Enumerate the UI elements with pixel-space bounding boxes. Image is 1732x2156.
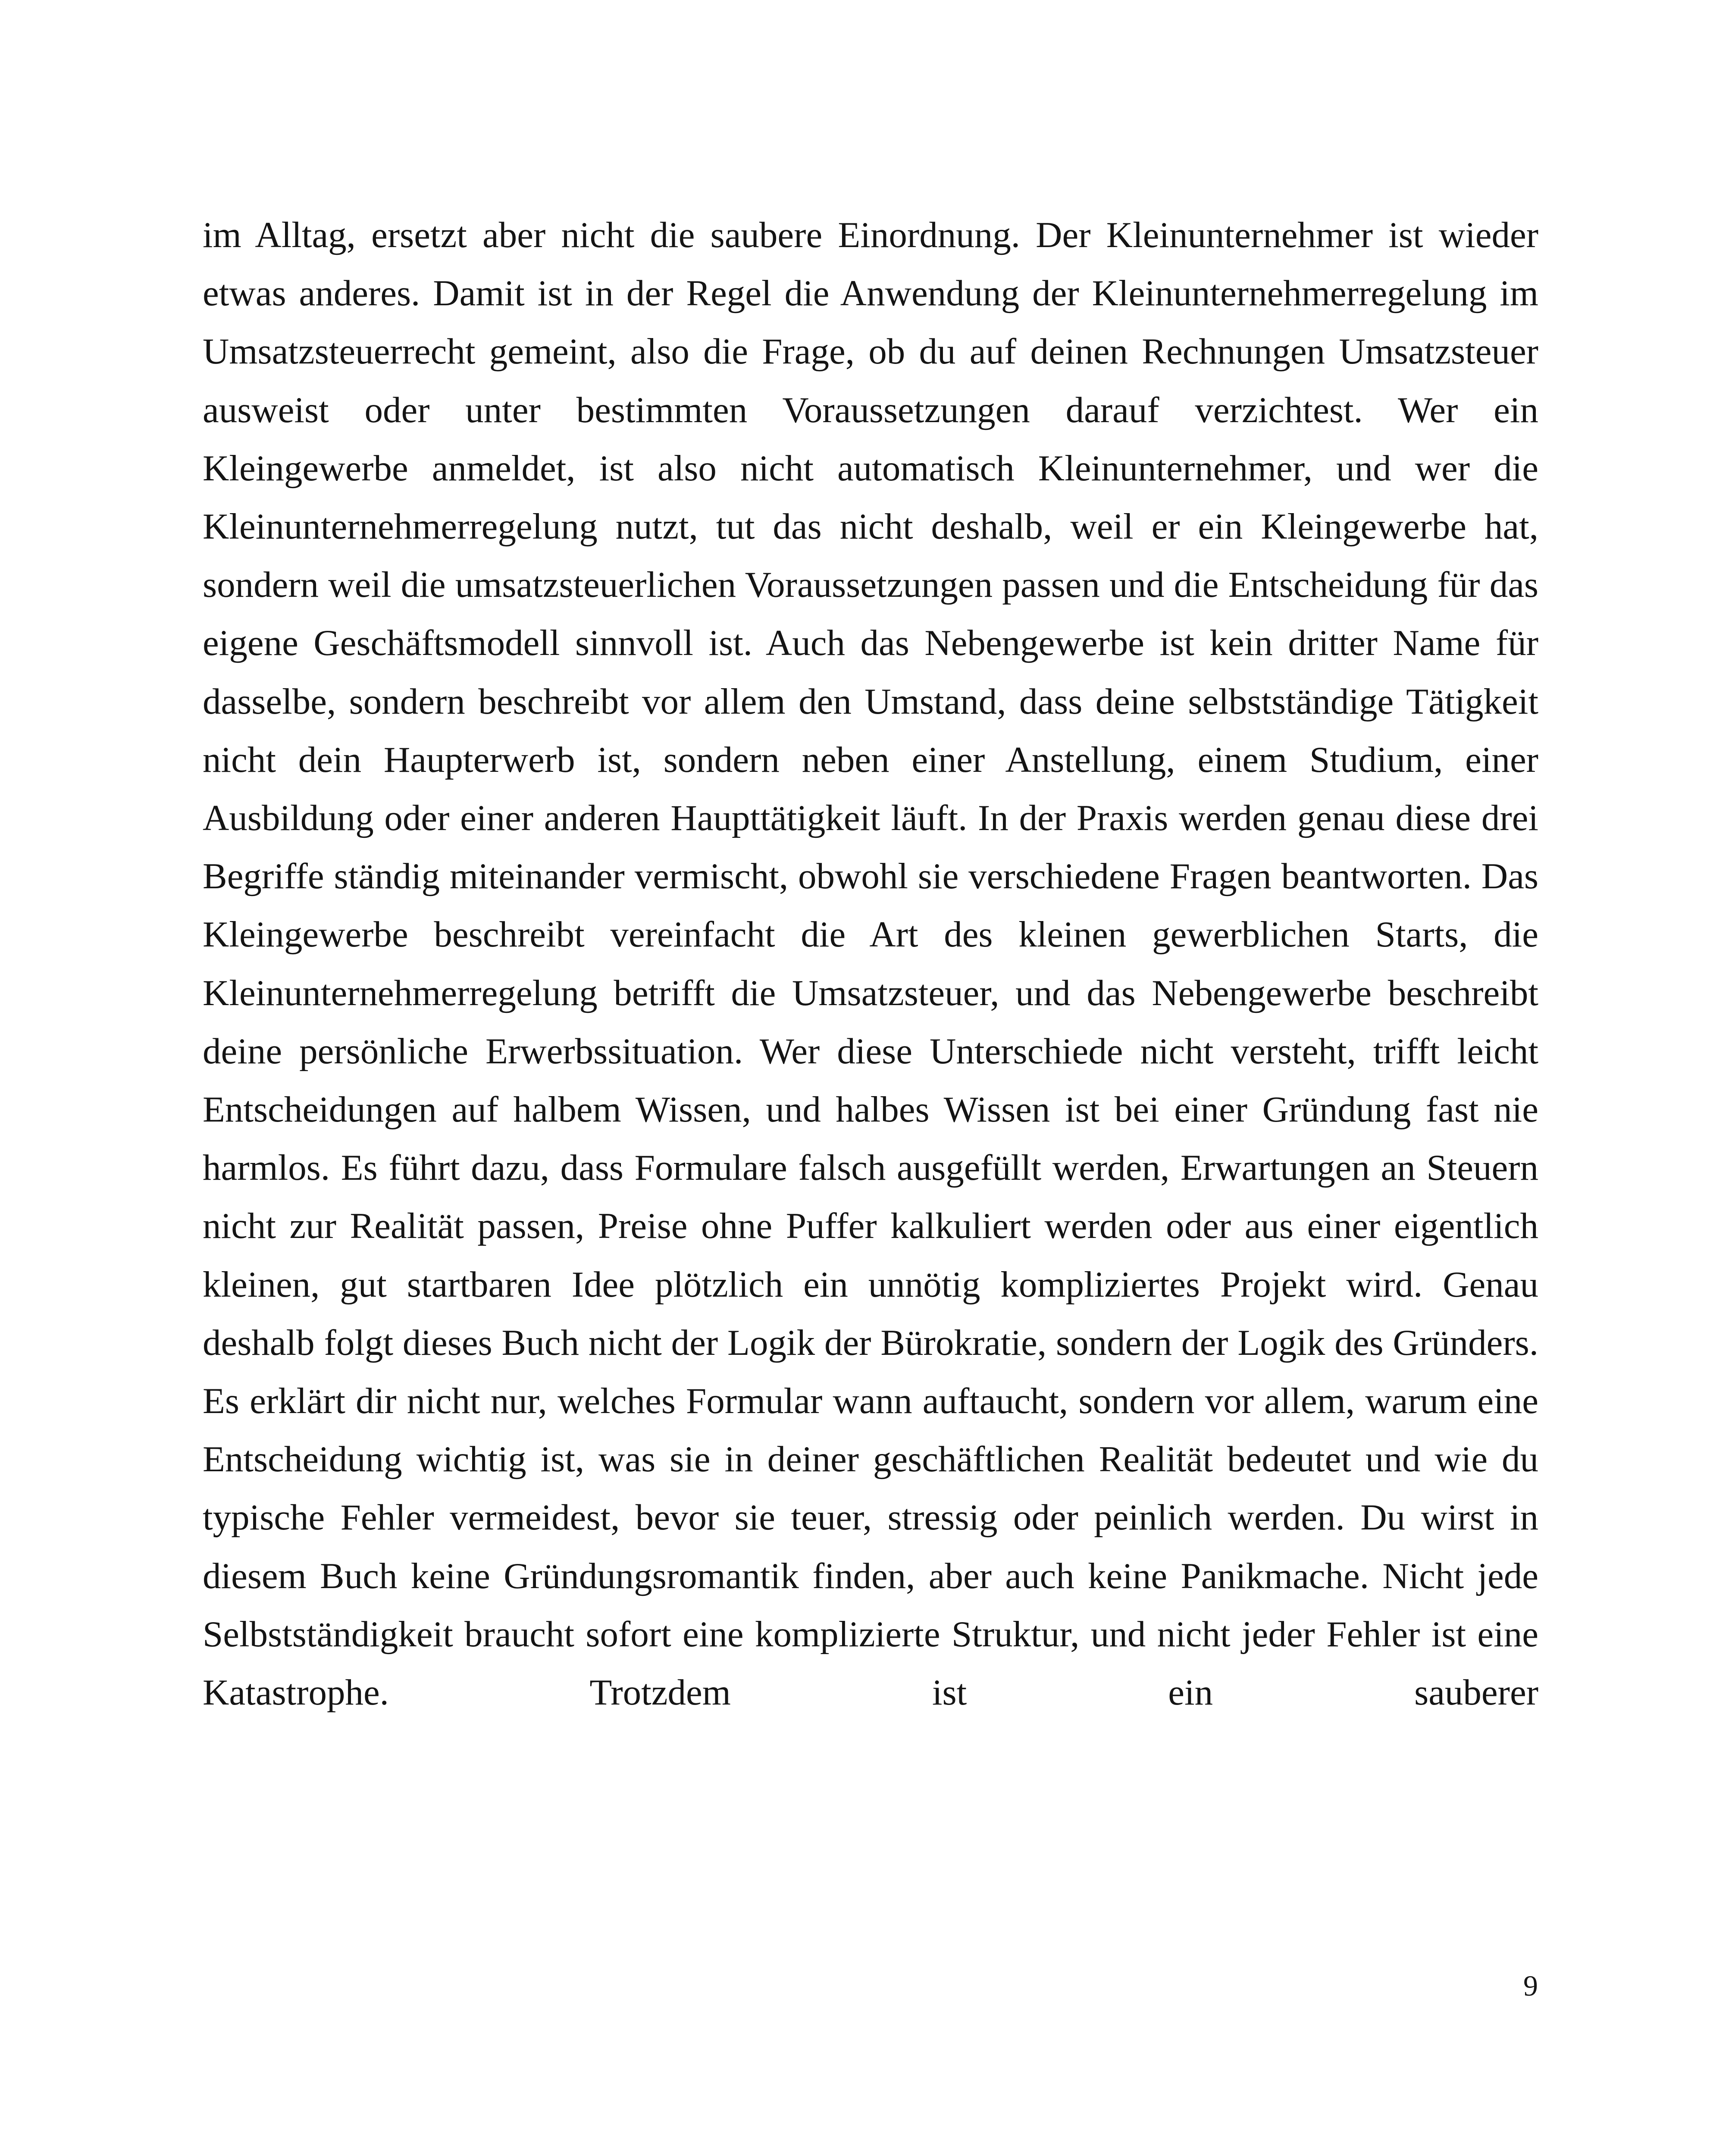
body-paragraph: im Alltag, ersetzt aber nicht die saubere Einordnung. Der Kleinunternehmer ist wieder etwas anderes. Damit ist in der Regel die Anwendung der Kleinunternehmerregelung im Umsatzsteuerrecht gemeint, also die Frage, ob du auf deinen Rechnungen Umsatzsteuer ausweist oder unter bestimmten Voraussetzungen darauf verzichtest. Wer ein Kleingewerbe anmeldet, ist also nicht automatisch Kleinunternehmer, und wer die Kleinunternehmerregelung nutzt, tut das nicht deshalb, weil er ein Kleingewerbe hat, sondern weil die umsatzsteuerlichen Voraussetzungen passen und die Entscheidung für das eigene Geschäftsmodell sinnvoll ist. Auch das Nebengewerbe ist kein dritter Name für dasselbe, sondern beschreibt vor allem den Umstand, dass deine selbstständige Tätigkeit nicht dein Haupterwerb ist, sondern neben einer Anstellung, einem Studium, einer Ausbildung oder einer anderen Haupttätigkeit läuft. In der Praxis werden genau diese drei Begriffe ständig miteinander vermischt, obwohl sie verschiedene Fragen beantworten. Das Kleingewerbe beschreibt vereinfacht die Art des kleinen gewerblichen Starts, die Kleinunternehmerregelung betrifft die Umsatzsteuer, und das Nebengewerbe beschreibt deine persönliche Erwerbssituation. Wer diese Unterschiede nicht versteht, trifft leicht Entscheidungen auf halbem Wissen, und halbes Wissen ist bei einer Gründung fast nie harmlos. Es führt dazu, dass Formulare falsch ausgefüllt werden, Erwartungen an Steuern nicht zur Realität passen, Preise ohne Puffer kalkuliert werden oder aus einer eigentlich kleinen, gut startbaren Idee plötzlich ein unnötig kompliziertes Projekt wird. Genau deshalb folgt dieses Buch nicht der Logik der Bürokratie, sondern der Logik des Gründers. Es erklärt dir nicht nur, welches Formular wann auftaucht, sondern vor allem, warum eine Entscheidung wichtig ist, was sie in deiner geschäftlichen Realität bedeutet und wie du typische Fehler vermeidest, bevor sie teuer, stressig oder peinlich werden. Du wirst in diesem Buch keine Gründungsromantik finden, aber auch keine Panikmache. Nicht jede Selbstständigkeit braucht sofort eine komplizierte Struktur, und nicht jeder Fehler ist eine Katastrophe. Trotzdem ist ein sauberer [203, 215, 1538, 1713]
page-number: 9 [1523, 1969, 1538, 2002]
